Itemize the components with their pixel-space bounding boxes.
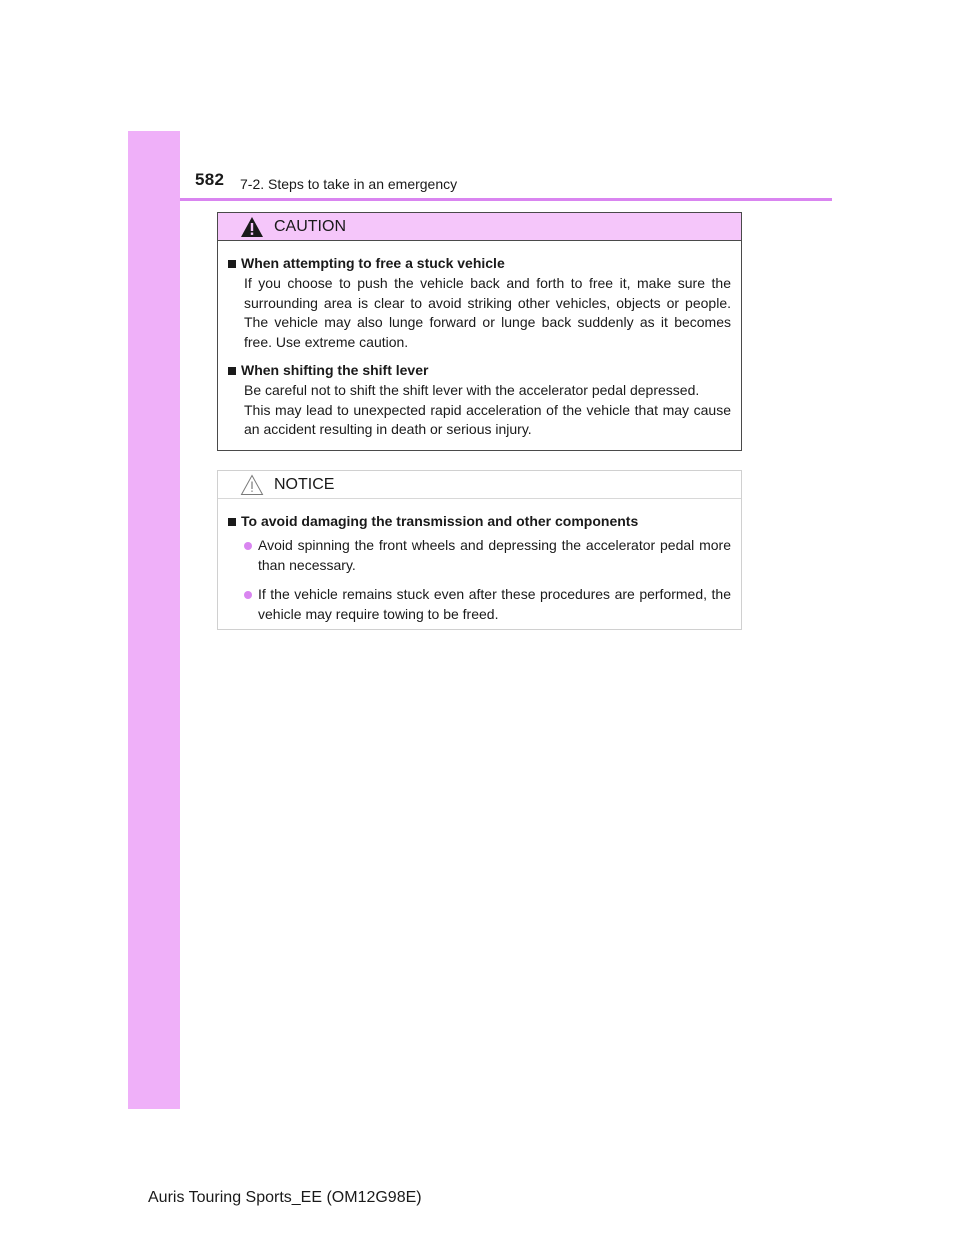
section-title: 7-2. Steps to take in an emergency <box>240 176 458 192</box>
footer-model-code: Auris Touring Sports_EE (OM12G98E) <box>148 1189 422 1206</box>
notice-label: NOTICE <box>274 475 335 493</box>
square-bullet-icon <box>228 518 236 526</box>
notice-heading <box>226 511 731 532</box>
caution-item-line: Be careful not to shift the shift lever with the accelerator pedal depressed. <box>244 382 700 398</box>
round-bullet-icon <box>244 542 252 550</box>
notice-heading-text: To avoid damaging the transmission and other components <box>241 513 639 529</box>
warning-triangle-outline-icon <box>240 474 264 496</box>
notice-body <box>218 499 741 624</box>
notice-bullet <box>226 536 731 575</box>
notice-bullet <box>226 585 731 624</box>
caution-body <box>218 241 741 440</box>
caution-item-heading <box>226 253 731 274</box>
notice-bullet-text: If the vehicle remains stuck even after these procedures are performed, the vehicle may require towing to be freed. <box>258 586 731 622</box>
caution-header <box>218 213 741 241</box>
caution-item-text: If you choose to push the vehicle back and forth to free it, make sure the surrounding area is clear to avoid striking other vehicles, objects or people. The vehicle may also lunge forward or lunge back suddenly as it becomes free. Use extreme caution. <box>244 275 731 350</box>
header-divider <box>180 198 832 201</box>
caution-label: CAUTION <box>274 217 346 235</box>
square-bullet-icon <box>228 260 236 268</box>
notice-header <box>218 471 741 499</box>
caution-item-heading <box>226 360 731 381</box>
notice-bullet-text: Avoid spinning the front wheels and depressing the accelerator pedal more than necessary. <box>258 537 731 573</box>
caution-item-heading-text: When attempting to free a stuck vehicle <box>241 255 505 271</box>
round-bullet-icon <box>244 591 252 599</box>
page-number: 582 <box>195 170 225 189</box>
caution-item-line: This may lead to unexpected rapid acceleration of the vehicle that may cause an accident resulting in death or serious injury. <box>244 401 731 437</box>
notice-box <box>217 470 742 630</box>
chapter-side-tab <box>128 131 180 1109</box>
warning-triangle-filled-icon <box>240 216 264 238</box>
square-bullet-icon <box>228 367 236 375</box>
caution-item-heading-text: When shifting the shift lever <box>241 362 429 378</box>
caution-item-text <box>226 381 731 440</box>
caution-box <box>217 212 742 451</box>
